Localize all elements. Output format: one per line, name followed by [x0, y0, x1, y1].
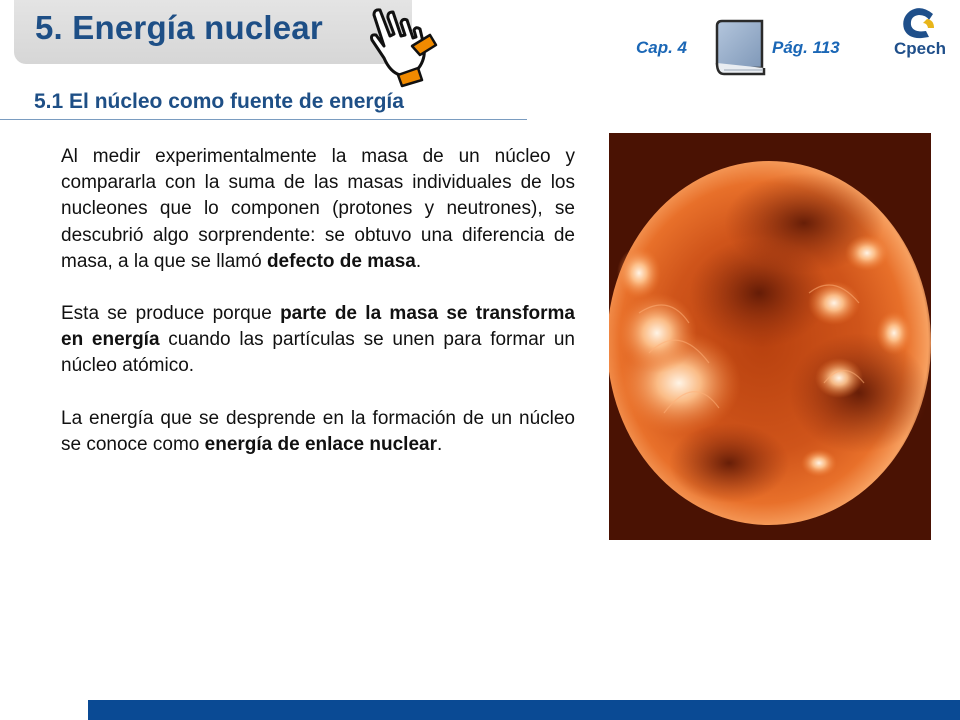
p2-end: cuando las partículas se unen para formar un núcleo atómico. [61, 329, 575, 377]
logo-wordmark: Cpech [894, 39, 946, 58]
page-title: 5. Energía nuclear [35, 9, 323, 46]
subtitle-divider [0, 119, 527, 120]
p1-end: . [415, 250, 422, 272]
paragraph-mass-defect [61, 144, 575, 275]
paragraph-mass-energy [61, 301, 575, 380]
footer-bar [88, 700, 960, 720]
p1-text: Al medir experimentalmente la masa de un núcleo y compararla con la suma de las masas individuales de los nucleones que lo componen (protones y neutrones), se descubrió algo sorprendente: se obtuvo una diferencia de masa, a la que se llamó [61, 146, 575, 272]
term-mass-defect: defecto de masa [266, 250, 416, 272]
body-text [61, 144, 575, 484]
paragraph-binding-energy [61, 406, 575, 458]
chapter-link[interactable]: Cap. 4 [636, 38, 688, 57]
p3-end: . [436, 433, 443, 455]
p3-text: La energía que se desprende en la formación de un núcleo se conoce como [61, 407, 575, 455]
term-binding-energy: energía de enlace nuclear [204, 433, 437, 455]
section-subtitle: 5.1 El núcleo como fuente de energía [34, 90, 404, 113]
pointing-hand-icon [360, 2, 440, 88]
term-mass-to-energy: parte de la masa se transforma en energía [61, 303, 575, 351]
book-icon[interactable] [712, 18, 768, 80]
p2-text: Esta se produce porque [61, 303, 281, 325]
sun-xray-image [609, 133, 931, 540]
page-link[interactable]: Pág. 113 [772, 38, 840, 57]
